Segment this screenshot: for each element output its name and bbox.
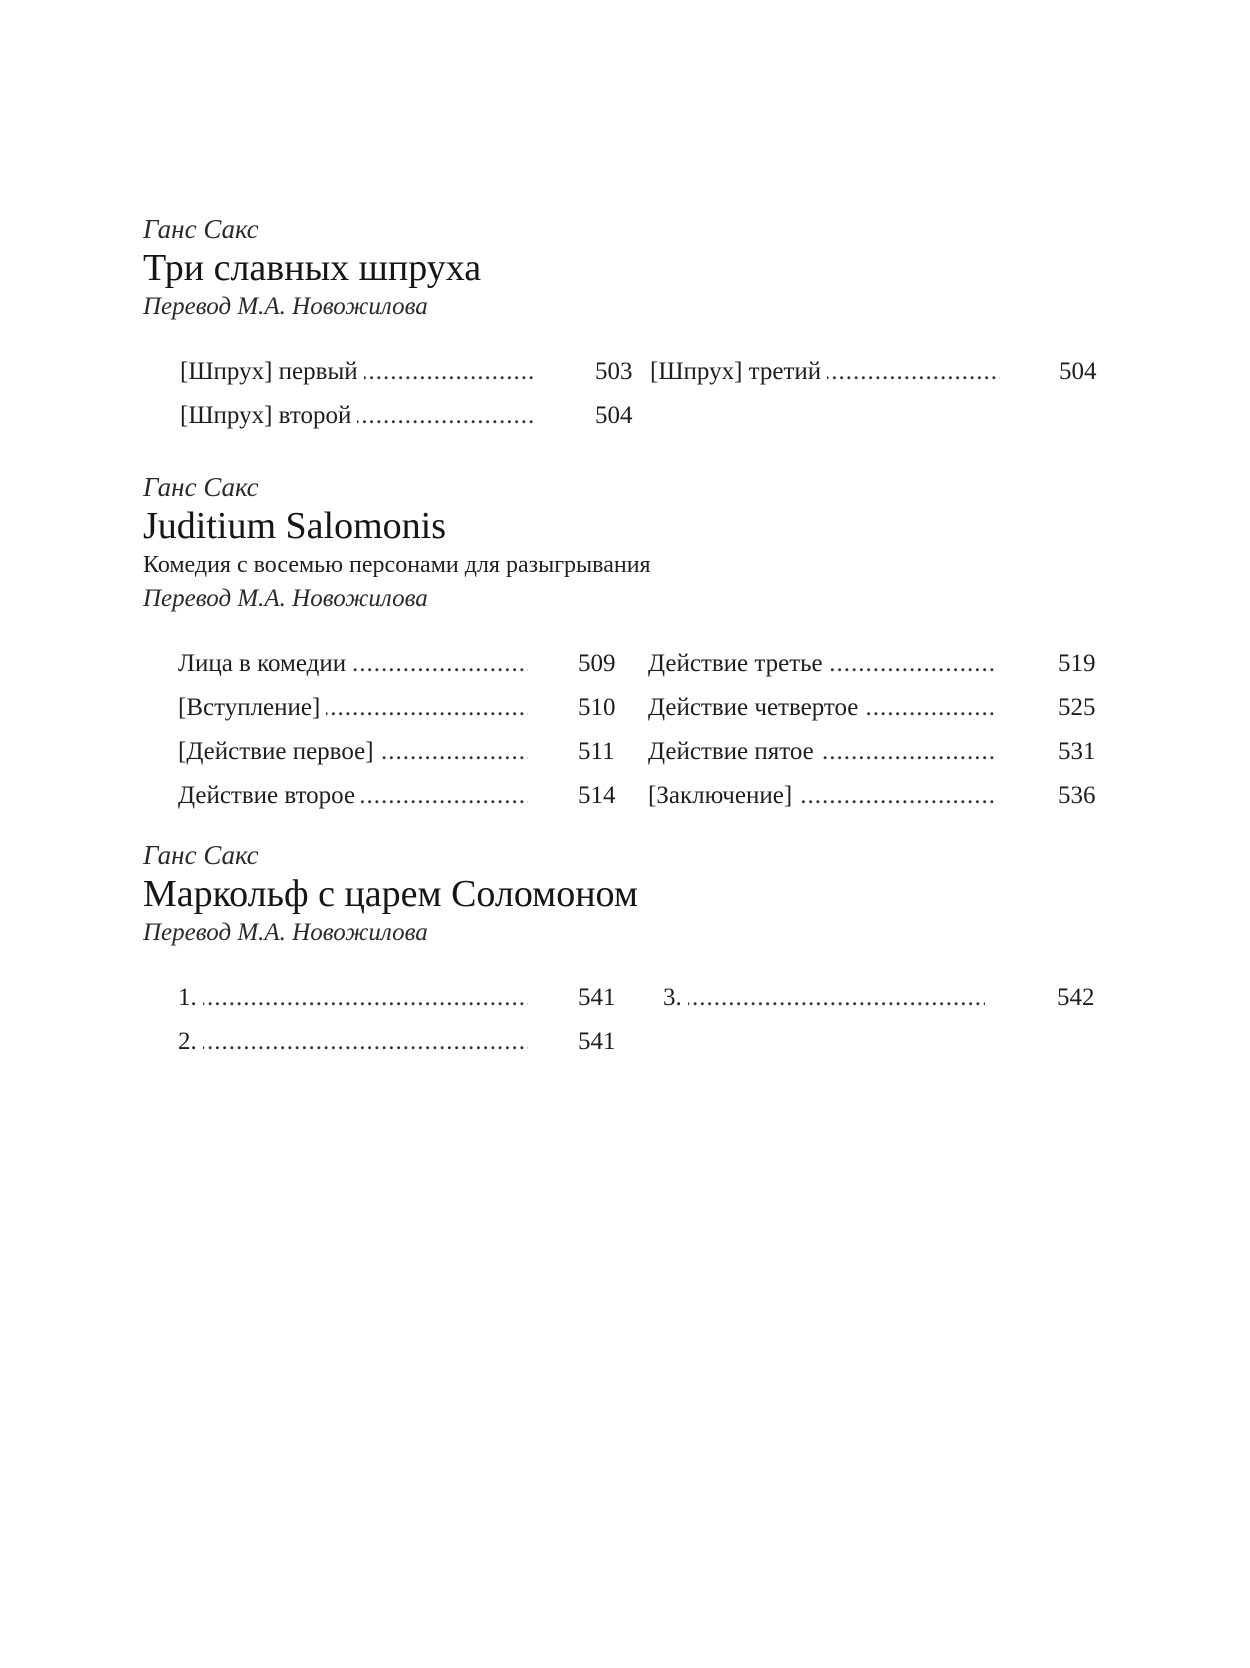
section-translator: Перевод М.А. Новожилова	[143, 919, 428, 946]
toc-entry[interactable]	[648, 730, 1100, 774]
entry-label: [Вступление]	[178, 694, 326, 721]
section-subtitle: Комедия с восемью персонами для разыгрывания	[143, 552, 651, 578]
toc-entry[interactable]	[648, 642, 1100, 686]
toc-column-left	[180, 350, 640, 438]
entry-label: Действие четвертое	[648, 694, 864, 721]
entry-label: 3.	[663, 984, 688, 1011]
toc-column-left	[178, 976, 638, 1064]
entry-page-number: 541	[578, 1028, 616, 1055]
section-author: Ганс Сакс	[143, 840, 259, 870]
entry-page-number: 519	[1058, 650, 1096, 677]
section-translator: Перевод М.А. Новожилова	[143, 585, 428, 612]
entry-page-number: 536	[1058, 782, 1096, 809]
section-title: Маркольф с царем Соломоном	[143, 873, 638, 915]
toc-list	[143, 350, 1103, 438]
entry-label: 1.	[178, 984, 203, 1011]
toc-section-3	[143, 838, 1103, 1064]
section-author: Ганс Сакс	[143, 472, 259, 502]
toc-column-right	[650, 350, 1100, 394]
toc-entry[interactable]	[180, 350, 640, 394]
entry-label: [Действие первое]	[178, 738, 380, 765]
toc-column-right	[663, 976, 1103, 1020]
toc-list	[143, 976, 1103, 1064]
toc-column-left	[178, 642, 638, 818]
entry-label: [Шпрух] третий	[650, 358, 827, 385]
toc-section-1	[143, 212, 1103, 438]
section-author: Ганс Сакс	[143, 214, 259, 244]
section-translator: Перевод М.А. Новожилова	[143, 293, 428, 320]
entry-page-number: 531	[1058, 738, 1096, 765]
section-title: Три славных шпруха	[143, 247, 482, 289]
toc-entry[interactable]	[178, 642, 638, 686]
toc-entry[interactable]	[648, 774, 1100, 818]
entry-page-number: 525	[1058, 694, 1096, 721]
toc-entry[interactable]	[648, 686, 1100, 730]
toc-entry[interactable]	[178, 730, 638, 774]
entry-label: Действие третье	[648, 650, 829, 677]
entry-label: Действие пятое	[648, 738, 820, 765]
entry-page-number: 504	[595, 402, 633, 429]
section-title: Juditium Salomonis	[143, 505, 446, 547]
toc-entry[interactable]	[650, 350, 1100, 394]
toc-section-2	[143, 470, 1103, 818]
entry-page-number: 504	[1059, 358, 1097, 385]
entry-label: [Шпрух] первый	[180, 358, 364, 385]
toc-list	[143, 642, 1103, 818]
toc-column-right	[648, 642, 1100, 818]
entry-label: Лица в комедии	[178, 650, 352, 677]
entry-page-number: 514	[578, 782, 616, 809]
toc-entry[interactable]	[178, 1020, 638, 1064]
toc-entry[interactable]	[180, 394, 640, 438]
entry-page-number: 509	[578, 650, 616, 677]
entry-label: Действие второе	[178, 782, 361, 809]
entry-page-number: 542	[1057, 984, 1095, 1011]
entry-label: 2.	[178, 1028, 203, 1055]
entry-label: [Заключение]	[648, 782, 798, 809]
toc-entry[interactable]	[178, 976, 638, 1020]
entry-page-number: 503	[595, 358, 633, 385]
entry-page-number: 510	[578, 694, 616, 721]
entry-page-number: 541	[578, 984, 616, 1011]
entry-page-number: 511	[578, 738, 615, 765]
toc-entry[interactable]	[663, 976, 1103, 1020]
entry-label: [Шпрух] второй	[180, 402, 357, 429]
toc-entry[interactable]	[178, 686, 638, 730]
toc-entry[interactable]	[178, 774, 638, 818]
